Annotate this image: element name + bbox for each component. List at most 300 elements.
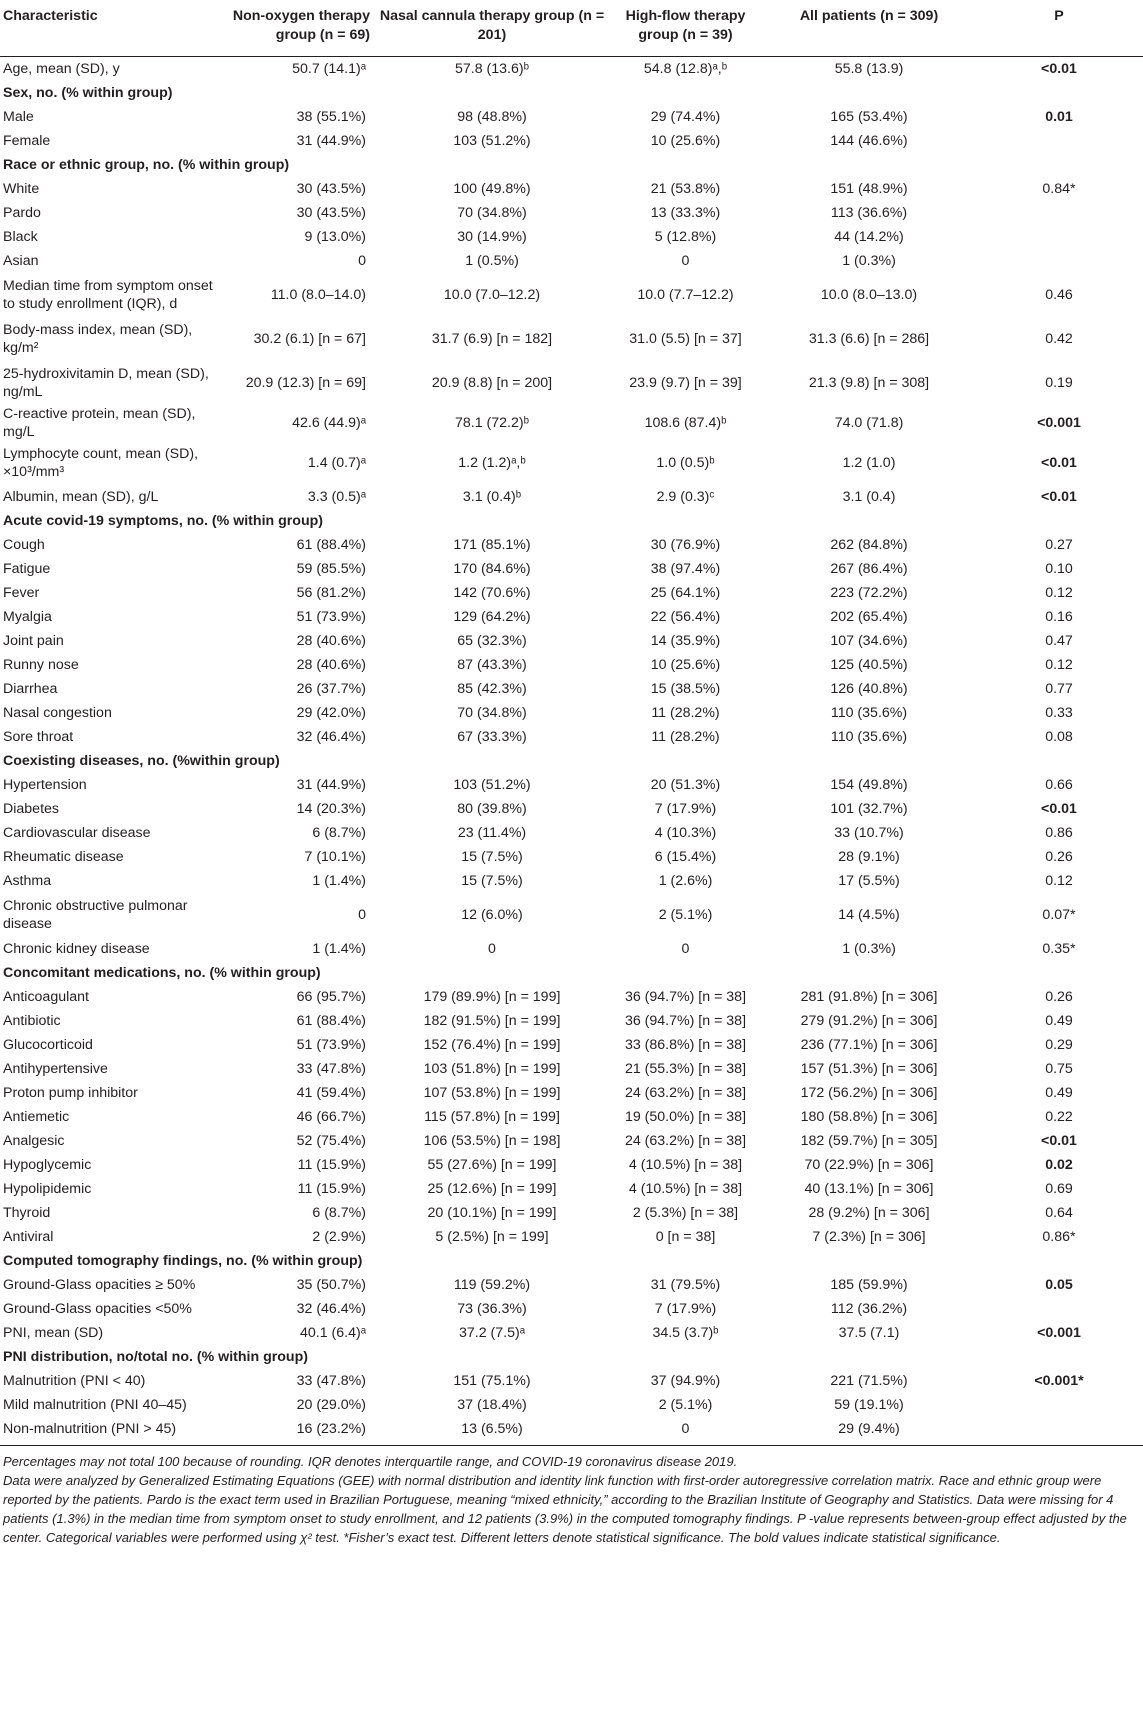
p-value: 0.08 xyxy=(1045,728,1073,745)
table-row xyxy=(0,485,1143,509)
table-row xyxy=(0,1393,1143,1417)
row-label: Mild malnutrition (PNI 40–45) xyxy=(3,1396,187,1413)
non-oxygen-value: 20.9 (12.3) [n = 69] xyxy=(245,374,366,391)
all-patients-value: 144 (46.6%) xyxy=(830,132,908,149)
header-all-patients: All patients (n = 309) xyxy=(763,0,975,56)
high-flow-value: 31 (79.5%) xyxy=(650,1276,721,1293)
non-oxygen-value: 56 (81.2%) xyxy=(296,584,366,601)
high-flow-value: 0 xyxy=(681,940,690,957)
all-patients-value: 70 (22.9%) [n = 306] xyxy=(804,1156,934,1173)
row-label: Cough xyxy=(3,536,45,553)
p-value: <0.01 xyxy=(1041,60,1077,77)
row-label: Age, mean (SD), y xyxy=(3,60,120,77)
high-flow-value: 30 (76.9%) xyxy=(650,536,721,553)
p-value: 0.19 xyxy=(1045,374,1073,391)
nasal-cannula-value: 12 (6.0%) xyxy=(461,906,523,923)
nasal-cannula-value: 152 (76.4%) [n = 199] xyxy=(423,1036,561,1053)
all-patients-value: 110 (35.6%) xyxy=(830,728,908,745)
header-characteristic: Characteristic xyxy=(0,0,228,56)
header-nasal-cannula-group: Nasal cannula therapy group (n = 201) xyxy=(376,0,608,56)
table-row xyxy=(0,773,1143,797)
table-row xyxy=(0,249,1143,273)
p-value xyxy=(975,1297,1143,1321)
nasal-cannula-value: 20 (10.1%) [n = 199] xyxy=(427,1204,557,1221)
section-title: Concomitant medications, no. (% within group) xyxy=(3,964,321,981)
all-patients-value: 236 (77.1%) [n = 306] xyxy=(800,1036,938,1053)
high-flow-value: 36 (94.7%) [n = 38] xyxy=(624,1012,747,1029)
p-value: 0.49 xyxy=(1045,1084,1073,1101)
high-flow-value: 7 (17.9%) xyxy=(654,1300,717,1317)
all-patients-value: 112 (36.2%) xyxy=(830,1300,908,1317)
nasal-cannula-value: 142 (70.6%) xyxy=(453,584,531,601)
table-header-row xyxy=(0,0,1143,56)
non-oxygen-value: 40.1 (6.4)ᵃ xyxy=(299,1324,366,1341)
non-oxygen-value: 33 (47.8%) xyxy=(296,1372,366,1389)
p-value: 0.12 xyxy=(1045,656,1073,673)
non-oxygen-value: 6 (8.7%) xyxy=(312,1204,366,1221)
nasal-cannula-value: 100 (49.8%) xyxy=(453,180,531,197)
nasal-cannula-value: 23 (11.4%) xyxy=(457,824,527,841)
table-row xyxy=(0,1081,1143,1105)
non-oxygen-value: 2 (2.9%) xyxy=(312,1228,366,1245)
all-patients-value: 202 (65.4%) xyxy=(830,608,908,625)
nasal-cannula-value: 20.9 (8.8) [n = 200] xyxy=(431,374,553,391)
p-value: 0.27 xyxy=(1045,536,1073,553)
nasal-cannula-value: 119 (59.2%) xyxy=(453,1276,531,1293)
row-label: Ground-Glass opacities ≥ 50% xyxy=(3,1276,196,1293)
all-patients-value: 262 (84.8%) xyxy=(830,536,908,553)
nasal-cannula-value: 0 xyxy=(488,940,496,957)
table-footnotes xyxy=(0,1445,1143,1547)
table-row xyxy=(0,1417,1143,1441)
section-header-row xyxy=(0,1345,1143,1369)
table-row xyxy=(0,1273,1143,1297)
all-patients-value: 172 (56.2%) [n = 306] xyxy=(800,1084,938,1101)
table-row xyxy=(0,1129,1143,1153)
table-body xyxy=(0,56,1143,1441)
row-label: White xyxy=(3,180,40,197)
p-value: 0.29 xyxy=(1045,1036,1073,1053)
nasal-cannula-value: 87 (43.3%) xyxy=(457,656,527,673)
nasal-cannula-value: 85 (42.3%) xyxy=(457,680,527,697)
all-patients-value: 55.8 (13.9) xyxy=(834,60,904,77)
row-label: Chronic obstructive pulmonar disease xyxy=(3,897,188,932)
row-label: Myalgia xyxy=(3,608,52,625)
p-value: 0.12 xyxy=(1045,872,1073,889)
p-value: 0.10 xyxy=(1045,560,1073,577)
table-row xyxy=(0,937,1143,961)
row-label: Hypertension xyxy=(3,776,87,793)
p-value: 0.05 xyxy=(1045,1276,1073,1293)
table-row xyxy=(0,1057,1143,1081)
row-label: Diarrhea xyxy=(3,680,58,697)
table-row xyxy=(0,1225,1143,1249)
non-oxygen-value: 31 (44.9%) xyxy=(296,132,366,149)
section-header-row xyxy=(0,961,1143,985)
all-patients-value: 281 (91.8%) [n = 306] xyxy=(800,988,938,1005)
nasal-cannula-value: 37.2 (7.5)ᵃ xyxy=(458,1324,525,1341)
all-patients-value: 279 (91.2%) [n = 306] xyxy=(800,1012,938,1029)
non-oxygen-value: 51 (73.9%) xyxy=(296,608,366,625)
p-value: 0.42 xyxy=(1045,330,1073,347)
high-flow-value: 36 (94.7%) [n = 38] xyxy=(624,988,747,1005)
table-row xyxy=(0,605,1143,629)
header-high-flow-group: High-flow therapy group (n = 39) xyxy=(608,0,763,56)
all-patients-value: 44 (14.2%) xyxy=(834,228,904,245)
table-row xyxy=(0,653,1143,677)
all-patients-value: 74.0 (71.8) xyxy=(834,414,904,431)
all-patients-value: 28 (9.1%) xyxy=(838,848,900,865)
p-value: 0.84* xyxy=(1042,180,1076,197)
nasal-cannula-value: 13 (6.5%) xyxy=(461,1420,523,1437)
high-flow-value: 31.0 (5.5) [n = 37] xyxy=(629,330,742,347)
non-oxygen-value: 33 (47.8%) xyxy=(296,1060,366,1077)
nasal-cannula-value: 182 (91.5%) [n = 199] xyxy=(423,1012,561,1029)
table-row xyxy=(0,701,1143,725)
row-label: Hypoglycemic xyxy=(3,1156,92,1173)
nasal-cannula-value: 179 (89.9%) [n = 199] xyxy=(423,988,561,1005)
nasal-cannula-value: 171 (85.1%) xyxy=(453,536,531,553)
nasal-cannula-value: 106 (53.5%) [n = 198] xyxy=(423,1132,561,1149)
non-oxygen-value: 0 xyxy=(358,906,366,923)
nasal-cannula-value: 55 (27.6%) [n = 199] xyxy=(427,1156,557,1173)
nasal-cannula-value: 103 (51.2%) xyxy=(453,776,531,793)
all-patients-value: 1 (0.3%) xyxy=(842,252,896,269)
all-patients-value: 1 (0.3%) xyxy=(842,940,896,957)
p-value: 0.49 xyxy=(1045,1012,1073,1029)
nasal-cannula-value: 151 (75.1%) xyxy=(453,1372,531,1389)
high-flow-value: 20 (51.3%) xyxy=(650,776,721,793)
p-value: 0.16 xyxy=(1045,608,1073,625)
non-oxygen-value: 28 (40.6%) xyxy=(296,656,366,673)
high-flow-value: 11 (28.2%) xyxy=(651,704,720,721)
all-patients-value: 21.3 (9.8) [n = 308] xyxy=(808,374,930,391)
high-flow-value: 10 (25.6%) xyxy=(650,656,721,673)
table-row xyxy=(0,177,1143,201)
row-label: Black xyxy=(3,228,38,245)
row-label: Asthma xyxy=(3,872,52,889)
footnote-rounding: Percentages may not total 100 because of rounding. IQR denotes interquartile range, and COVID-19 coronavirus disease 2019. xyxy=(3,1453,738,1469)
table-row xyxy=(0,533,1143,557)
non-oxygen-value: 50.7 (14.1)ᵃ xyxy=(292,60,366,77)
high-flow-value: 7 (17.9%) xyxy=(654,800,717,817)
row-label: Antibiotic xyxy=(3,1012,61,1029)
p-value: <0.01 xyxy=(1041,488,1077,505)
non-oxygen-value: 11 (15.9%) xyxy=(297,1180,366,1197)
p-value xyxy=(975,201,1143,225)
p-value: 0.01 xyxy=(1045,108,1073,125)
all-patients-value: 165 (53.4%) xyxy=(830,108,908,125)
table-row xyxy=(0,1033,1143,1057)
row-label: 25-hydroxivitamin D, mean (SD), ng/mL xyxy=(3,365,209,400)
nasal-cannula-value: 80 (39.8%) xyxy=(457,800,527,817)
nasal-cannula-value: 31.7 (6.9) [n = 182] xyxy=(431,330,553,347)
nasal-cannula-value: 70 (34.8%) xyxy=(457,704,527,721)
non-oxygen-value: 35 (50.7%) xyxy=(296,1276,366,1293)
row-label: PNI, mean (SD) xyxy=(3,1324,104,1341)
nasal-cannula-value: 70 (34.8%) xyxy=(457,204,527,221)
all-patients-value: 223 (72.2%) xyxy=(830,584,908,601)
all-patients-value: 157 (51.3%) [n = 306] xyxy=(800,1060,938,1077)
row-label: Malnutrition (PNI < 40) xyxy=(3,1372,146,1389)
table-row xyxy=(0,56,1143,81)
p-value: <0.01 xyxy=(1041,800,1077,817)
p-value: <0.001 xyxy=(1037,414,1081,431)
high-flow-value: 37 (94.9%) xyxy=(650,1372,721,1389)
table-row xyxy=(0,893,1143,937)
row-label: Antiemetic xyxy=(3,1108,70,1125)
row-label: Median time from symptom onset to study enrollment (IQR), d xyxy=(3,277,213,312)
non-oxygen-value: 11 (15.9%) xyxy=(297,1156,366,1173)
header-non-oxygen-group: Non-oxygen therapy group (n = 69) xyxy=(228,0,376,56)
high-flow-value: 15 (38.5%) xyxy=(650,680,721,697)
all-patients-value: 113 (36.6%) xyxy=(830,204,908,221)
row-label: Body-mass index, mean (SD), kg/m² xyxy=(3,321,193,356)
row-label: Anticoagulant xyxy=(3,988,89,1005)
p-value: 0.07* xyxy=(1042,906,1076,923)
row-label: Non-malnutrition (PNI > 45) xyxy=(3,1420,177,1437)
non-oxygen-value: 28 (40.6%) xyxy=(296,632,366,649)
row-label: Albumin, mean (SD), g/L xyxy=(3,488,159,505)
row-label: Male xyxy=(3,108,34,125)
non-oxygen-value: 30 (43.5%) xyxy=(296,180,366,197)
nasal-cannula-value: 170 (84.6%) xyxy=(453,560,531,577)
high-flow-value: 24 (63.2%) [n = 38] xyxy=(624,1132,747,1149)
all-patients-value: 221 (71.5%) xyxy=(830,1372,908,1389)
non-oxygen-value: 3.3 (0.5)ᵃ xyxy=(307,488,366,505)
high-flow-value: 25 (64.1%) xyxy=(650,584,721,601)
p-value: 0.02 xyxy=(1045,1156,1073,1173)
all-patients-value: 125 (40.5%) xyxy=(830,656,908,673)
non-oxygen-value: 9 (13.0%) xyxy=(304,228,366,245)
row-label: Chronic kidney disease xyxy=(3,940,150,957)
all-patients-value: 151 (48.9%) xyxy=(830,180,908,197)
high-flow-value: 4 (10.5%) [n = 38] xyxy=(628,1156,743,1173)
nasal-cannula-value: 103 (51.2%) xyxy=(453,132,531,149)
nasal-cannula-value: 15 (7.5%) xyxy=(461,848,523,865)
high-flow-value: 6 (15.4%) xyxy=(654,848,717,865)
p-value: 0.66 xyxy=(1045,776,1073,793)
section-title: Computed tomography findings, no. (% within group) xyxy=(3,1252,363,1269)
table-row xyxy=(0,129,1143,153)
non-oxygen-value: 46 (66.7%) xyxy=(296,1108,366,1125)
nasal-cannula-value: 129 (64.2%) xyxy=(453,608,531,625)
high-flow-value: 4 (10.3%) xyxy=(654,824,717,841)
table-row xyxy=(0,1297,1143,1321)
non-oxygen-value: 32 (46.4%) xyxy=(296,728,366,745)
high-flow-value: 0 xyxy=(681,252,690,269)
high-flow-value: 38 (97.4%) xyxy=(650,560,721,577)
all-patients-value: 29 (9.4%) xyxy=(838,1420,900,1437)
table-row xyxy=(0,1369,1143,1393)
table-row xyxy=(0,557,1143,581)
p-value: 0.22 xyxy=(1045,1108,1073,1125)
all-patients-value: 267 (86.4%) xyxy=(830,560,908,577)
nasal-cannula-value: 115 (57.8%) [n = 199] xyxy=(424,1108,560,1125)
all-patients-value: 17 (5.5%) xyxy=(838,872,900,889)
all-patients-value: 10.0 (8.0–13.0) xyxy=(820,286,918,303)
non-oxygen-value: 41 (59.4%) xyxy=(296,1084,366,1101)
table-row xyxy=(0,797,1143,821)
non-oxygen-value: 31 (44.9%) xyxy=(296,776,366,793)
table-row xyxy=(0,1201,1143,1225)
high-flow-value: 29 (74.4%) xyxy=(650,108,721,125)
high-flow-value: 13 (33.3%) xyxy=(650,204,721,221)
nasal-cannula-value: 5 (2.5%) [n = 199] xyxy=(435,1228,549,1245)
all-patients-value: 28 (9.2%) [n = 306] xyxy=(808,1204,930,1221)
high-flow-value: 24 (63.2%) [n = 38] xyxy=(624,1084,747,1101)
nasal-cannula-value: 107 (53.8%) [n = 199] xyxy=(423,1084,561,1101)
row-label: Joint pain xyxy=(3,632,64,649)
row-label: Antihypertensive xyxy=(3,1060,108,1077)
nasal-cannula-value: 57.8 (13.6)ᵇ xyxy=(455,60,529,77)
nasal-cannula-value: 103 (51.8%) [n = 199] xyxy=(423,1060,561,1077)
high-flow-value: 11 (28.2%) xyxy=(651,728,720,745)
row-label: Asian xyxy=(3,252,39,269)
non-oxygen-value: 1 (1.4%) xyxy=(312,940,366,957)
high-flow-value: 33 (86.8%) [n = 38] xyxy=(624,1036,747,1053)
p-value: 0.75 xyxy=(1045,1060,1073,1077)
table-row xyxy=(0,225,1143,249)
high-flow-value: 108.6 (87.4)ᵇ xyxy=(644,414,727,431)
non-oxygen-value: 30.2 (6.1) [n = 67] xyxy=(253,330,366,347)
table-row xyxy=(0,845,1143,869)
p-value: 0.47 xyxy=(1045,632,1073,649)
non-oxygen-value: 0 xyxy=(358,252,366,269)
high-flow-value: 10.0 (7.7–12.2) xyxy=(637,286,734,303)
p-value: 0.77 xyxy=(1045,680,1073,697)
row-label: Female xyxy=(3,132,51,149)
section-title: Sex, no. (% within group) xyxy=(3,84,173,101)
all-patients-value: 185 (59.9%) xyxy=(830,1276,908,1293)
non-oxygen-value: 66 (95.7%) xyxy=(296,988,366,1005)
table-row xyxy=(0,985,1143,1009)
non-oxygen-value: 59 (85.5%) xyxy=(296,560,366,577)
nasal-cannula-value: 73 (36.3%) xyxy=(457,1300,527,1317)
p-value xyxy=(975,129,1143,153)
table-row xyxy=(0,869,1143,893)
table-row xyxy=(0,273,1143,317)
non-oxygen-value: 11.0 (8.0–14.0) xyxy=(270,286,366,303)
row-label: Lymphocyte count, mean (SD), ×10³/mm³ xyxy=(3,445,199,480)
section-header-row xyxy=(0,81,1143,105)
table-row xyxy=(0,201,1143,225)
non-oxygen-value: 32 (46.4%) xyxy=(296,1300,366,1317)
row-label: Pardo xyxy=(3,204,41,221)
all-patients-value: 59 (19.1%) xyxy=(834,1396,904,1413)
p-value: 0.35* xyxy=(1042,940,1076,957)
high-flow-value: 2 (5.1%) xyxy=(658,1396,713,1413)
table-row xyxy=(0,1105,1143,1129)
row-label: Diabetes xyxy=(3,800,59,817)
non-oxygen-value: 61 (88.4%) xyxy=(296,536,366,553)
all-patients-value: 31.3 (6.6) [n = 286] xyxy=(808,330,930,347)
all-patients-value: 126 (40.8%) xyxy=(830,680,908,697)
high-flow-value: 10 (25.6%) xyxy=(650,132,721,149)
nasal-cannula-value: 15 (7.5%) xyxy=(461,872,523,889)
table-row xyxy=(0,581,1143,605)
all-patients-value: 33 (10.7%) xyxy=(834,824,904,841)
non-oxygen-value: 42.6 (44.9)ᵃ xyxy=(292,414,366,431)
row-label: C-reactive protein, mean (SD), mg/L xyxy=(3,405,196,440)
section-header-row xyxy=(0,1249,1143,1273)
high-flow-value: 4 (10.5%) [n = 38] xyxy=(628,1180,743,1197)
high-flow-value: 1 (2.6%) xyxy=(658,872,713,889)
section-title: Acute covid-19 symptoms, no. (% within group) xyxy=(3,512,324,529)
non-oxygen-value: 29 (42.0%) xyxy=(296,704,366,721)
p-value xyxy=(975,249,1143,273)
p-value: <0.01 xyxy=(1041,1132,1077,1149)
all-patients-value: 14 (4.5%) xyxy=(838,906,900,923)
section-header-row xyxy=(0,509,1143,533)
all-patients-value: 37.5 (7.1) xyxy=(838,1324,900,1341)
p-value: 0.46 xyxy=(1045,286,1073,303)
section-title: PNI distribution, no/total no. (% within group) xyxy=(3,1348,308,1365)
p-value: <0.001* xyxy=(1034,1372,1084,1389)
non-oxygen-value: 16 (23.2%) xyxy=(296,1420,366,1437)
all-patients-value: 1.2 (1.0) xyxy=(842,454,896,471)
non-oxygen-value: 1 (1.4%) xyxy=(312,872,366,889)
row-label: Nasal congestion xyxy=(3,704,112,721)
p-value: 0.86* xyxy=(1042,1228,1076,1245)
p-value: 0.33 xyxy=(1045,704,1073,721)
non-oxygen-value: 20 (29.0%) xyxy=(296,1396,366,1413)
high-flow-value: 2 (5.3%) [n = 38] xyxy=(632,1204,739,1221)
high-flow-value: 1.0 (0.5)ᵇ xyxy=(656,454,715,471)
high-flow-value: 14 (35.9%) xyxy=(650,632,721,649)
high-flow-value: 23.9 (9.7) [n = 39] xyxy=(629,374,742,391)
row-label: Proton pump inhibitor xyxy=(3,1084,138,1101)
nasal-cannula-value: 98 (48.8%) xyxy=(457,108,527,125)
nasal-cannula-value: 10.0 (7.0–12.2) xyxy=(443,286,541,303)
non-oxygen-value: 26 (37.7%) xyxy=(296,680,366,697)
non-oxygen-value: 61 (88.4%) xyxy=(296,1012,366,1029)
table-row xyxy=(0,405,1143,441)
all-patients-value: 110 (35.6%) xyxy=(830,704,908,721)
nasal-cannula-value: 1.2 (1.2)ᵃ,ᵇ xyxy=(458,454,526,471)
all-patients-value: 40 (13.1%) [n = 306] xyxy=(804,1180,934,1197)
p-value: <0.01 xyxy=(1041,454,1077,471)
high-flow-value: 34.5 (3.7)ᵇ xyxy=(652,1324,719,1341)
all-patients-value: 154 (49.8%) xyxy=(830,776,908,793)
nasal-cannula-value: 3.1 (0.4)ᵇ xyxy=(462,488,522,505)
non-oxygen-value: 30 (43.5%) xyxy=(296,204,366,221)
header-p-value: P xyxy=(975,0,1143,56)
table-row xyxy=(0,317,1143,361)
row-label: Glucocorticoid xyxy=(3,1036,93,1053)
all-patients-value: 101 (32.7%) xyxy=(830,800,908,817)
table-row xyxy=(0,677,1143,701)
high-flow-value: 5 (12.8%) xyxy=(654,228,717,245)
row-label: Runny nose xyxy=(3,656,79,673)
all-patients-value: 182 (59.7%) [n = 305] xyxy=(800,1132,938,1149)
p-value: 0.69 xyxy=(1045,1180,1073,1197)
non-oxygen-value: 7 (10.1%) xyxy=(304,848,366,865)
nasal-cannula-value: 37 (18.4%) xyxy=(457,1396,527,1413)
non-oxygen-value: 6 (8.7%) xyxy=(312,824,366,841)
nasal-cannula-value: 1 (0.5%) xyxy=(465,252,519,269)
row-label: Hypolipidemic xyxy=(3,1180,92,1197)
non-oxygen-value: 52 (75.4%) xyxy=(296,1132,366,1149)
non-oxygen-value: 51 (73.9%) xyxy=(296,1036,366,1053)
p-value xyxy=(975,225,1143,249)
high-flow-value: 0 [n = 38] xyxy=(655,1228,716,1245)
row-label: Thyroid xyxy=(3,1204,51,1221)
table-row xyxy=(0,1153,1143,1177)
p-value: <0.001 xyxy=(1037,1324,1081,1341)
high-flow-value: 0 xyxy=(681,1420,690,1437)
all-patients-value: 180 (58.8%) [n = 306] xyxy=(800,1108,938,1125)
